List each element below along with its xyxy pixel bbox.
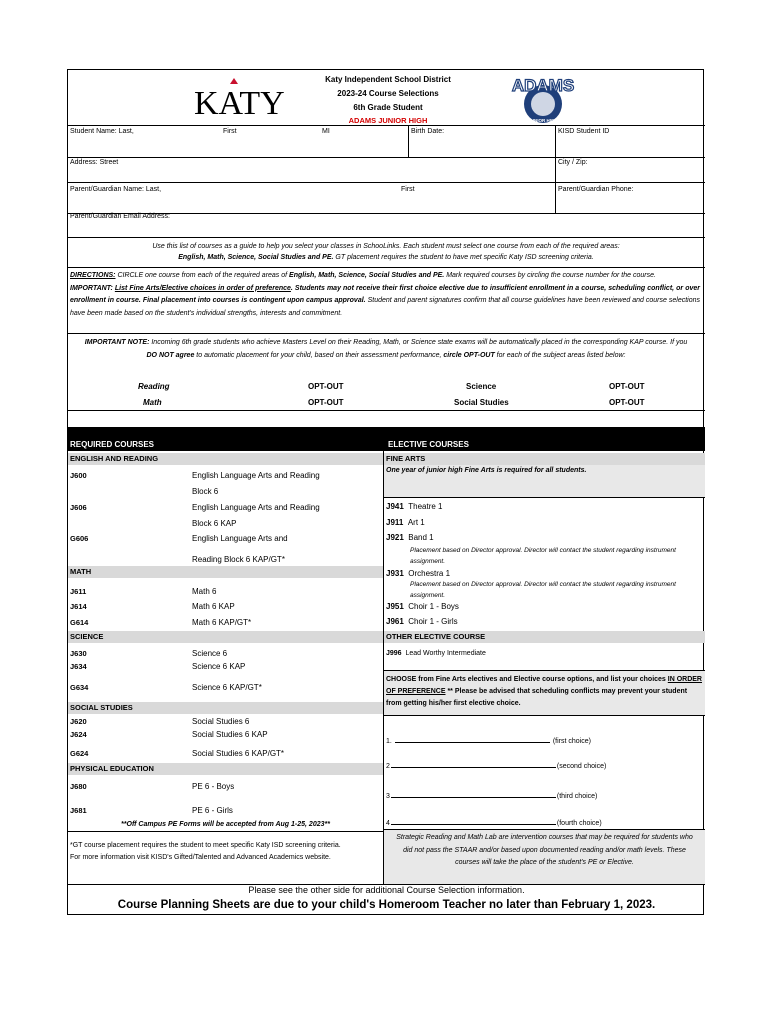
important-note: IMPORTANT NOTE: Incoming 6th grade students who achieve Masters Level on their Reading, Math, or Science state exams will be automatically placed in the corresponding KAP course. If you DO NOT agree to automatic placement for your child, based on their assessment performance, circle OPT-OUT for each of the subject areas listed below: <box>84 339 688 359</box>
choice-1[interactable]: 1. (first choice) <box>386 738 591 745</box>
course-code[interactable]: G614 <box>70 618 89 627</box>
grade-title: 6th Grade Student <box>353 103 423 112</box>
mascot-subtext: JUNIOR HIGH <box>528 118 558 123</box>
elective-item[interactable]: J996 Lead Worthy Intermediate <box>386 650 486 657</box>
course-code[interactable]: J614 <box>70 602 87 611</box>
intro-subjects: English, Math, Science, Social Studies and PE. <box>178 254 334 261</box>
course-code[interactable]: J680 <box>70 782 87 791</box>
course-name: Math 6 <box>192 587 217 596</box>
year-title: 2023-24 Course Selections <box>337 89 439 98</box>
elective-item[interactable]: J931 Orchestra 1 <box>386 569 451 578</box>
required-title: REQUIRED COURSES <box>70 440 155 449</box>
ela-heading: ENGLISH AND READING <box>68 453 383 465</box>
elective-item[interactable]: J941 Theatre 1 <box>386 502 443 511</box>
student-last-field[interactable]: Student Name: Last, <box>70 128 134 135</box>
city-zip-field[interactable]: City / Zip: <box>558 159 588 166</box>
course-name: Math 6 KAP <box>192 602 235 611</box>
directions-label: DIRECTIONS: <box>70 272 116 279</box>
choice-4[interactable]: 4 (fourth choice) <box>386 820 602 827</box>
optout-math: Math <box>143 398 162 407</box>
course-name: Science 6 KAP <box>192 662 246 671</box>
math-heading: MATH <box>68 566 383 578</box>
directions-text: DIRECTIONS: CIRCLE one course from each of the required areas of English, Math, Science, Social Studies and PE. Mark required courses by circling the course number for the course. IMPORTANT: List Fine Arts/Elective choices in order of preference. Students may not receive their first choice elective due to insufficient enrollment in a course, scheduling conflict, or over enrollment in course. Final placement into courses is contingent upon campus approval. Student and parent signatures confirm that all course guidelines have been reviewed and course selections have been made based on the student's individual strengths, interests and commitment. <box>70 272 701 317</box>
course-name: Math 6 KAP/GT* <box>192 618 252 627</box>
course-code[interactable]: J611 <box>70 587 87 596</box>
strategic-note: Strategic Reading and Math Lab are intervention courses that may be required for students who did not pass the STAAR and/or based upon documented reading and/or math levels. These courses will take the place of the student's PE or Elective. <box>384 830 705 884</box>
school-name: ADAMS JUNIOR HIGH <box>348 116 428 125</box>
district-name: Katy Independent School District <box>325 75 451 84</box>
student-first-field[interactable]: First <box>223 128 237 135</box>
mascot-text: ADAMS <box>511 76 575 95</box>
katy-logo-text: KATY <box>194 85 285 122</box>
intro-line1: Use this list of courses as a guide to help you select your classes in SchooLinks. Each student must select one course from each of the required areas: <box>152 243 620 250</box>
course-name: Social Studies 6 KAP <box>192 730 268 739</box>
fine-arts-note: One year of junior high Fine Arts is required for all students. <box>384 465 705 497</box>
course-name: English Language Arts and <box>192 534 288 543</box>
elective-item[interactable]: J961 Choir 1 - Girls <box>386 617 458 626</box>
optout-science: Science <box>466 382 497 391</box>
course-code[interactable]: G606 <box>70 534 89 543</box>
fine-arts-heading: FINE ARTS <box>384 453 705 465</box>
intro-text <box>76 241 696 263</box>
course-name-cont: Block 6 <box>192 487 219 496</box>
optout-reading-toggle[interactable]: OPT-OUT <box>308 382 344 391</box>
adams-mascot-logo <box>506 74 580 126</box>
course-name: Social Studies 6 KAP/GT* <box>192 749 285 758</box>
course-code[interactable]: J681 <box>70 806 87 815</box>
elective-item[interactable]: J911 Art 1 <box>386 518 425 527</box>
course-name: English Language Arts and Reading <box>192 471 320 480</box>
footer-note: Please see the other side for additional Course Selection information. <box>248 885 525 895</box>
choice-4-line[interactable] <box>391 824 556 825</box>
course-name: English Language Arts and Reading <box>192 503 320 512</box>
address-field[interactable]: Address: Street <box>70 159 119 166</box>
course-code[interactable]: J600 <box>70 471 87 480</box>
intro-gt: GT placement requires the student to have met specific Katy ISD screening criteria. <box>333 254 594 261</box>
kisd-id-field[interactable]: KISD Student ID <box>558 128 610 135</box>
course-code[interactable]: J606 <box>70 503 87 512</box>
student-mi-field[interactable]: MI <box>322 128 330 135</box>
band-note: Placement based on Director approval. Director will contact the student regarding instrument assignment. <box>410 547 676 565</box>
choice-3-line[interactable] <box>391 797 556 798</box>
course-code[interactable]: J634 <box>70 662 87 671</box>
guardian-first-field[interactable]: First <box>401 186 415 193</box>
other-elective-heading: OTHER ELECTIVE COURSE <box>384 631 705 643</box>
elective-item[interactable]: J951 Choir 1 - Boys <box>386 602 459 611</box>
header-titles <box>258 73 518 127</box>
choose-instructions: CHOOSE from Fine Arts electives and Elective course options, and list your choices IN ORDER OF PREFERENCE ** Please be advised that scheduling conflicts may prevent your student from getting his/her first elective choice. <box>384 671 705 715</box>
elective-title: ELECTIVE COURSES <box>388 440 469 449</box>
pe-heading: PHYSICAL EDUCATION <box>68 763 383 775</box>
course-name: PE 6 - Girls <box>192 806 233 815</box>
optout-social-toggle[interactable]: OPT-OUT <box>609 398 645 407</box>
pe-forms-note: **Off Campus PE Forms will be accepted from Aug 1-25, 2023** <box>121 821 330 828</box>
birth-date-field[interactable]: Birth Date: <box>411 128 445 135</box>
footer-deadline: Course Planning Sheets are due to your child's Homeroom Teacher no later than February 1, 2023. <box>117 899 656 911</box>
course-code[interactable]: G624 <box>70 749 89 758</box>
course-name-cont: Block 6 KAP <box>192 519 237 528</box>
optout-reading: Reading <box>138 382 170 391</box>
courses-header-band <box>68 427 705 451</box>
course-name-cont: Reading Block 6 KAP/GT* <box>192 555 285 564</box>
social-studies-heading: SOCIAL STUDIES <box>68 702 383 714</box>
course-name: PE 6 - Boys <box>192 782 235 791</box>
course-name: Science 6 KAP/GT* <box>192 683 262 692</box>
optout-science-toggle[interactable]: OPT-OUT <box>609 382 645 391</box>
important-label: IMPORTANT: <box>70 284 113 292</box>
optout-math-toggle[interactable]: OPT-OUT <box>308 398 344 407</box>
gt-note: *GT course placement requires the student to meet specific Katy ISD screening criteria. For more information visit KISD's Gifted/Talented and Advanced Academics website. <box>70 842 341 861</box>
guardian-email-field[interactable]: Parent/Guardian Email Address: <box>70 213 170 220</box>
choice-3[interactable]: 3 (third choice) <box>386 793 598 800</box>
guardian-phone-field[interactable]: Parent/Guardian Phone: <box>558 186 634 193</box>
guardian-last-field[interactable]: Parent/Guardian Name: Last, <box>70 186 162 193</box>
course-code[interactable]: J620 <box>70 717 87 726</box>
course-name: Social Studies 6 <box>192 717 250 726</box>
course-code[interactable]: G634 <box>70 683 89 692</box>
orchestra-note: Placement based on Director approval. Director will contact the student regarding instrument assignment. <box>410 581 676 599</box>
course-code[interactable]: J624 <box>70 730 87 739</box>
choice-2-line[interactable] <box>391 767 556 768</box>
choice-2[interactable]: 2 (second choice) <box>386 763 607 770</box>
optout-social: Social Studies <box>454 398 509 407</box>
science-heading: SCIENCE <box>68 631 383 643</box>
elective-item[interactable]: J921 Band 1 <box>386 533 434 542</box>
note-label: IMPORTANT NOTE: <box>84 339 150 346</box>
course-code[interactable]: J630 <box>70 649 87 658</box>
choice-1-line[interactable] <box>395 742 550 743</box>
course-selection-form <box>67 69 704 915</box>
course-name: Science 6 <box>192 649 228 658</box>
